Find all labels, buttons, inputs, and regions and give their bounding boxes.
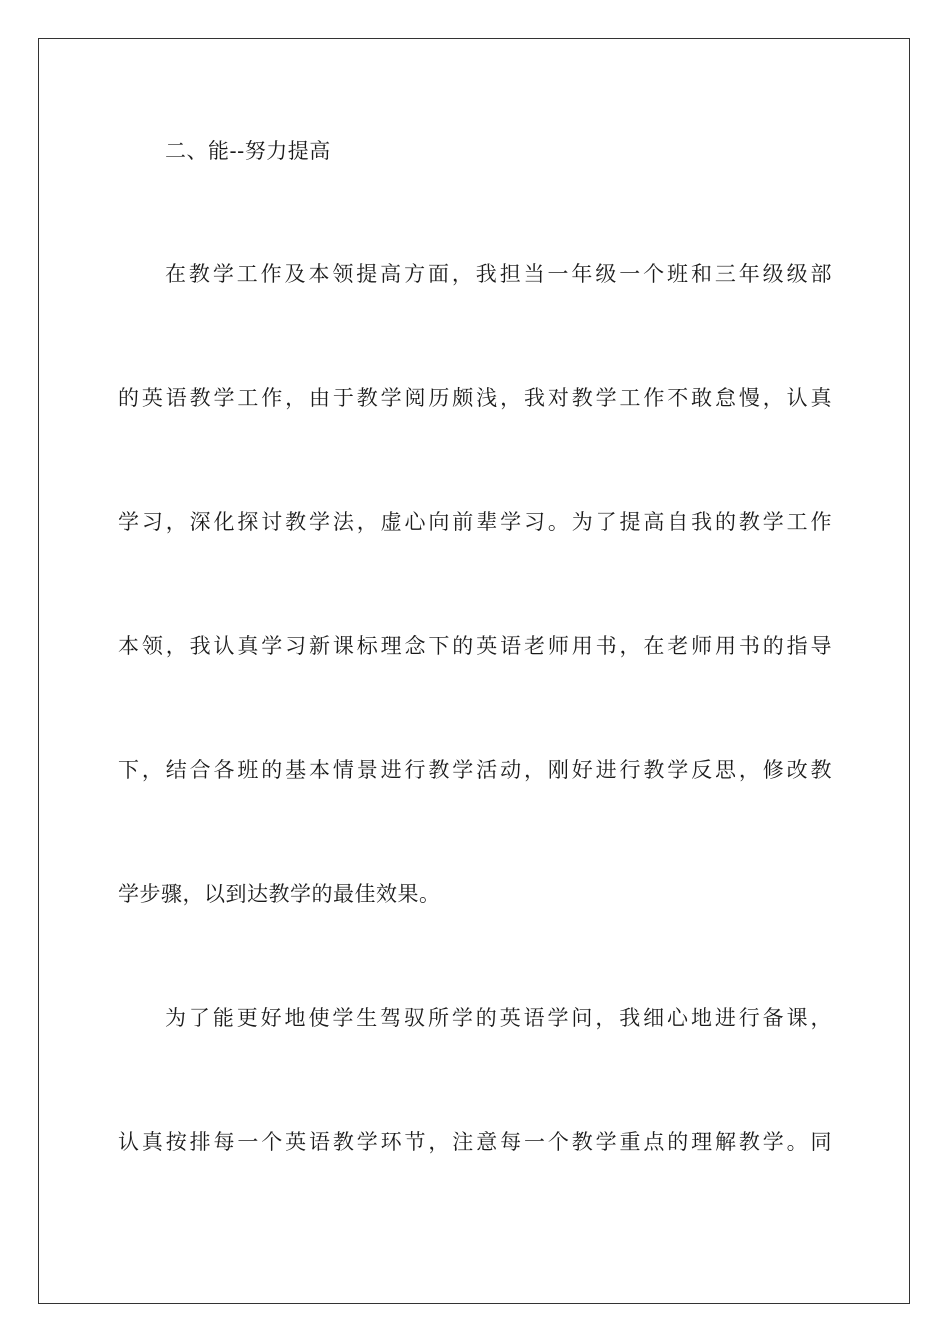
section-heading: 二、能--努力提高 [165, 139, 331, 163]
paragraph-1-line-3: 学习，深化探讨教学法，虚心向前辈学习。为了提高自我的教学工作 [118, 510, 832, 534]
paragraph-2-line-2: 认真按排每一个英语教学环节，注意每一个教学重点的理解教学。同 [118, 1130, 832, 1154]
paragraph-1-line-2: 的英语教学工作，由于教学阅历颇浅，我对教学工作不敢怠慢，认真 [118, 386, 832, 410]
paragraph-2-line-1: 为了能更好地使学生驾驭所学的英语学问，我细心地进行备课， [165, 1006, 832, 1030]
page-border [38, 38, 910, 1304]
paragraph-1-line-1: 在教学工作及本领提高方面，我担当一年级一个班和三年级级部 [165, 262, 832, 286]
paragraph-1-line-5: 下，结合各班的基本情景进行教学活动，刚好进行教学反思，修改教 [118, 758, 832, 782]
paragraph-1-line-4: 本领，我认真学习新课标理念下的英语老师用书，在老师用书的指导 [118, 634, 832, 658]
paragraph-1-line-6: 学步骤，以到达教学的最佳效果。 [118, 882, 441, 906]
